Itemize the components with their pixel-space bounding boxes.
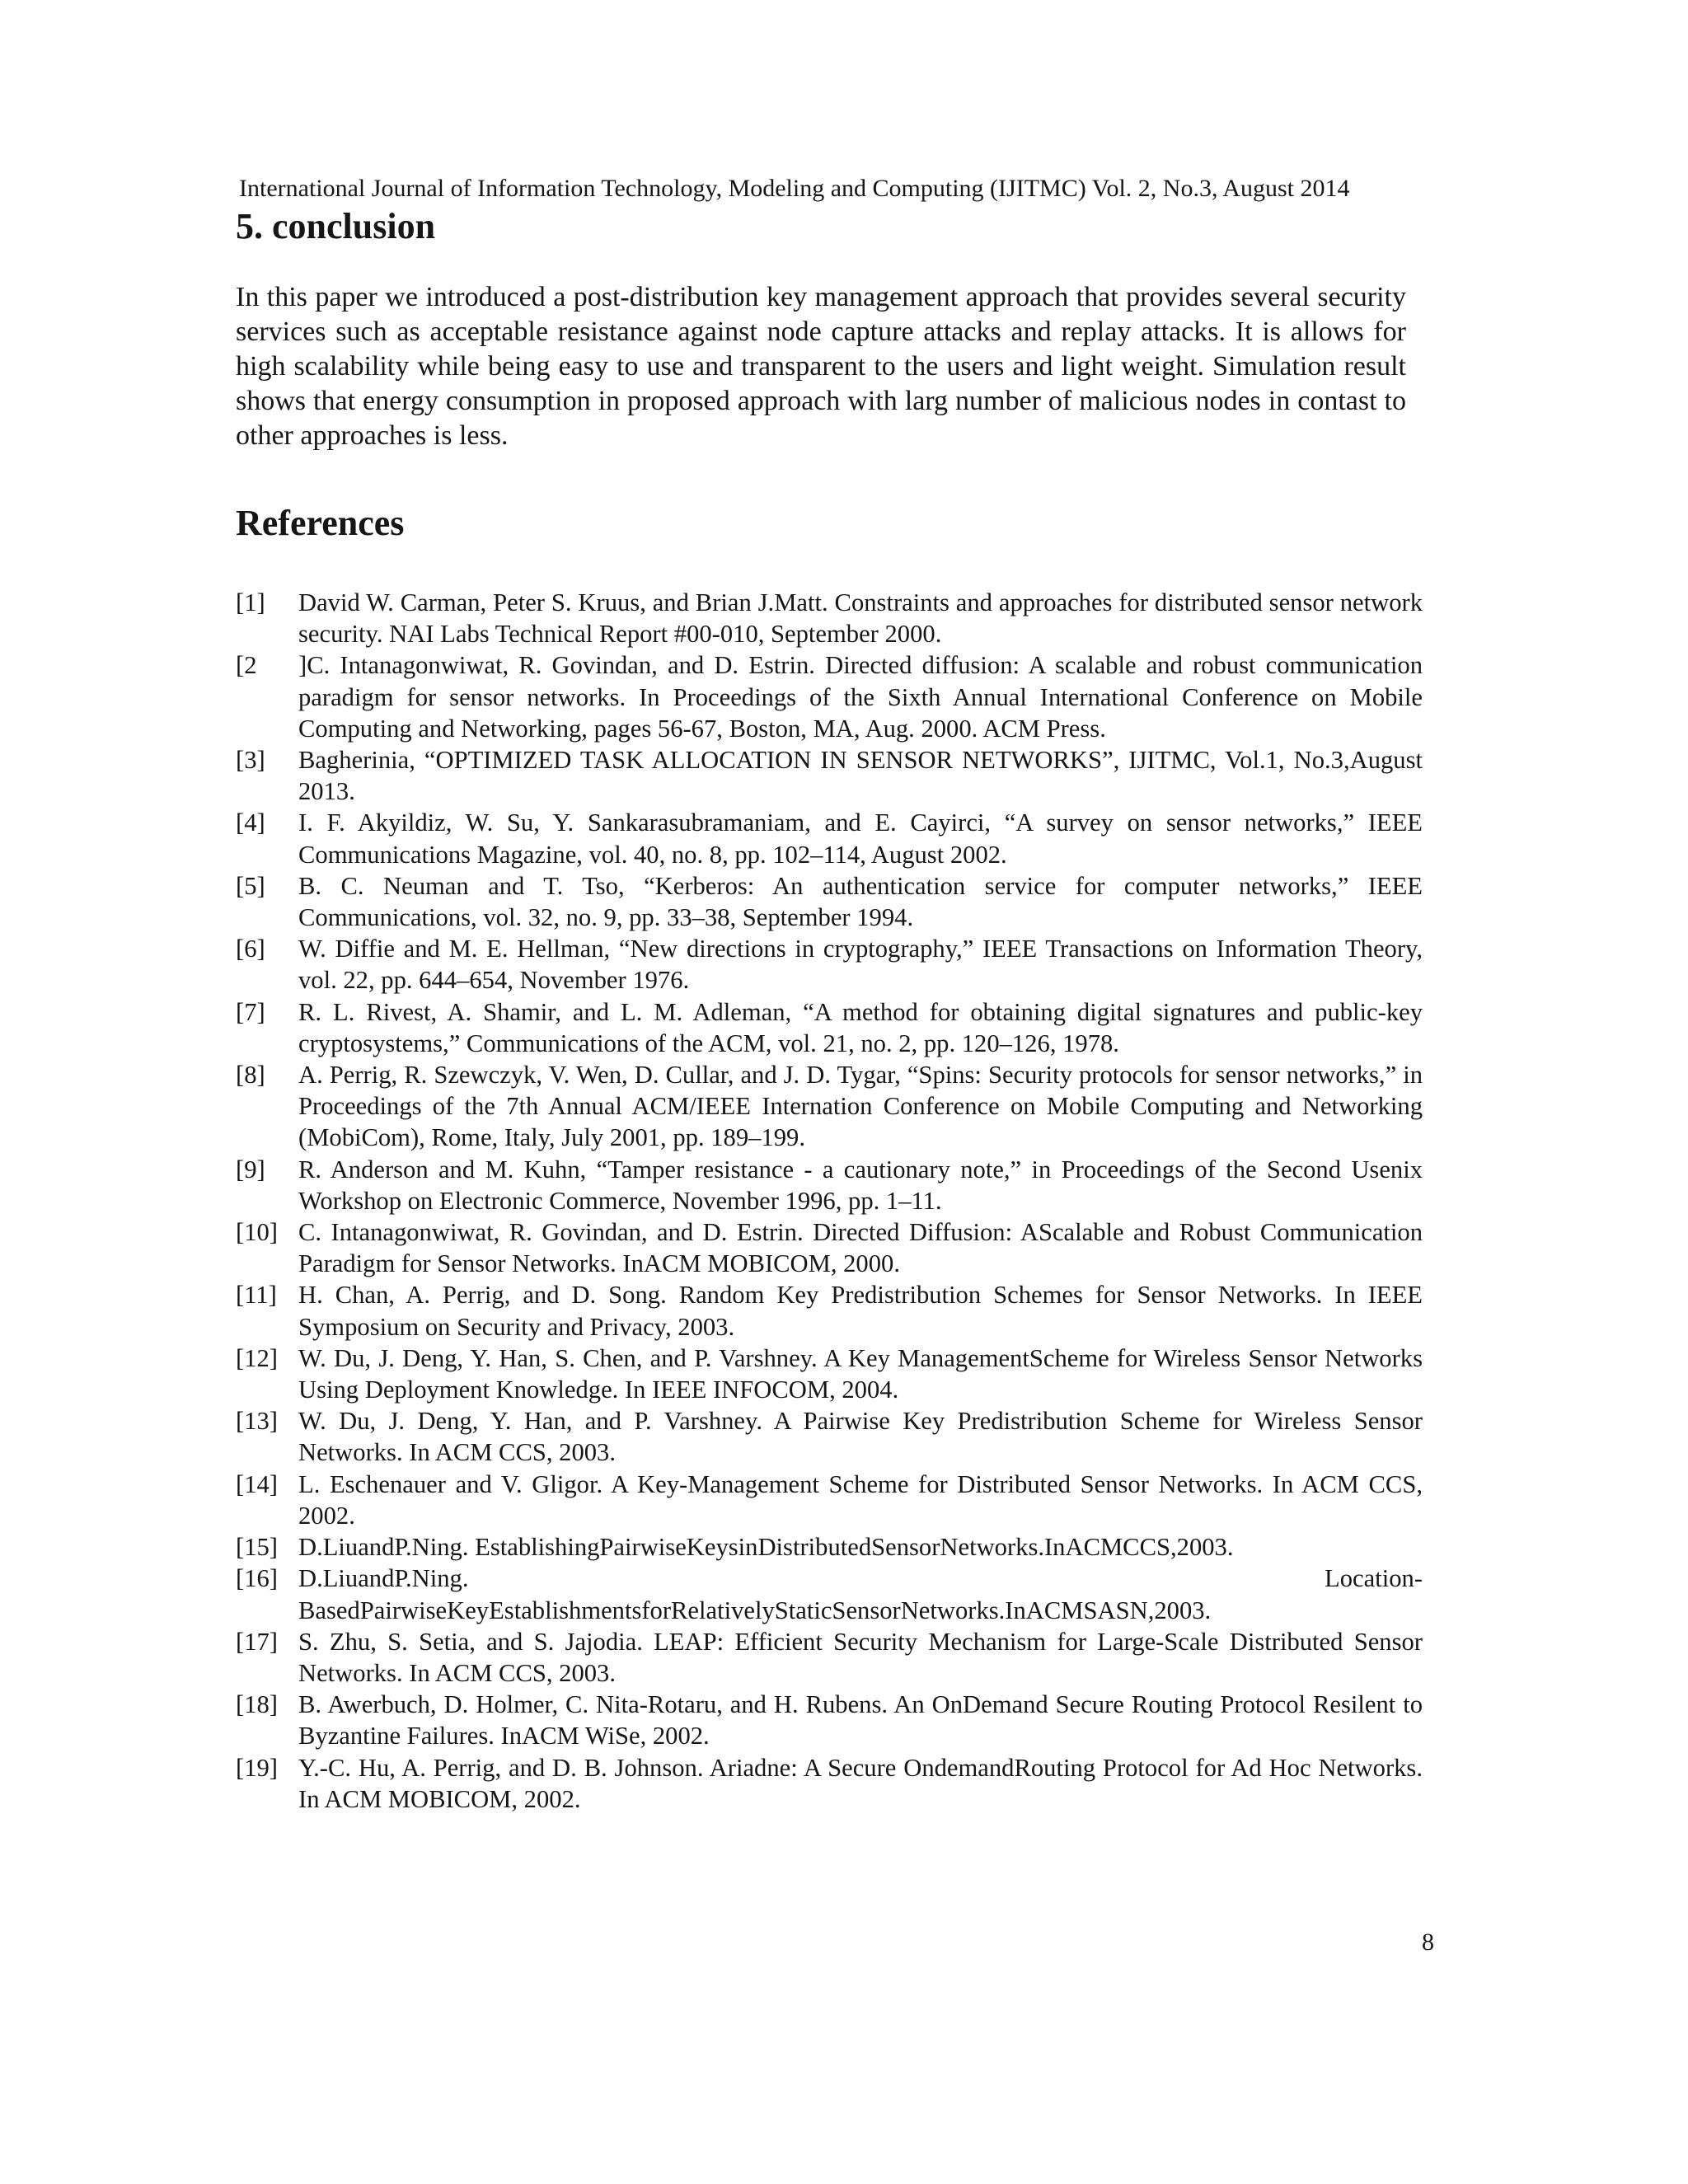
reference-item	[236, 1752, 1423, 1815]
reference-number: [18]	[236, 1690, 278, 1719]
reference-number: [2	[236, 651, 257, 680]
reference-number: [19]	[236, 1753, 278, 1782]
page-number: 8	[1422, 1929, 1434, 1956]
reference-item	[236, 649, 1423, 744]
reference-item	[236, 1689, 1423, 1751]
reference-text: B. Awerbuch, D. Holmer, C. Nita-Rotaru, and H. Rubens. An OnDemand Secure Routing Protocol Resilent to Byzantine Failures. InACM WiSe, 2002.	[298, 1690, 1423, 1750]
reference-item	[236, 1216, 1423, 1279]
reference-item	[236, 1563, 1423, 1625]
reference-item	[236, 1343, 1423, 1405]
reference-number: [12]	[236, 1343, 278, 1372]
reference-text: D.LiuandP.Ning. EstablishingPairwiseKeysinDistributedSensorNetworks.InACMCCS,2003.	[298, 1533, 1234, 1562]
reference-item	[236, 807, 1423, 869]
reference-item	[236, 587, 1423, 649]
reference-text: B. C. Neuman and T. Tso, “Kerberos: An authentication service for computer networks,” IEEE Communications, vol. 32, no. 9, pp. 33–38, September 1994.	[298, 871, 1423, 932]
running-header: International Journal of Information Technology, Modeling and Computing (IJITMC) Vol. 2, No.3, August 2014	[239, 175, 1350, 202]
reference-number: [6]	[236, 935, 265, 963]
reference-number: [10]	[236, 1218, 278, 1247]
references-heading: References	[236, 503, 405, 543]
reference-text: Y.-C. Hu, A. Perrig, and D. B. Johnson. Ariadne: A Secure OndemandRouting Protocol for Ad Hoc Networks. In ACM MOBICOM, 2002.	[298, 1753, 1423, 1813]
reference-list	[236, 587, 1423, 1815]
conclusion-heading: 5. conclusion	[236, 206, 436, 246]
reference-number: [14]	[236, 1469, 278, 1498]
reference-text: W. Du, J. Deng, Y. Han, S. Chen, and P. Varshney. A Key ManagementScheme for Wireless Sensor Networks Using Deployment Knowledge. In IEEE INFOCOM, 2004.	[298, 1343, 1423, 1404]
reference-number: [5]	[236, 871, 265, 900]
reference-text: H. Chan, A. Perrig, and D. Song. Random Key Predistribution Schemes for Sensor Networks. In IEEE Symposium on Security and Privacy, 2003.	[298, 1281, 1423, 1341]
reference-number: [7]	[236, 997, 265, 1026]
reference-text: L. Eschenauer and V. Gligor. A Key-Management Scheme for Distributed Sensor Networks. In ACM CCS, 2002.	[298, 1469, 1423, 1530]
reference-number: [15]	[236, 1533, 278, 1562]
reference-item	[236, 933, 1423, 996]
reference-text: I. F. Akyildiz, W. Su, Y. Sankarasubramaniam, and E. Cayirci, “A survey on sensor networks,” IEEE Communications Magazine, vol. 40, no. 8, pp. 102–114, August 2002.	[298, 808, 1423, 869]
reference-item	[236, 1405, 1423, 1468]
reference-text: R. L. Rivest, A. Shamir, and L. M. Adleman, “A method for obtaining digital signatures and public-key cryptosystems,” Communications of the ACM, vol. 21, no. 2, pp. 120–126, 1978.	[298, 997, 1423, 1057]
reference-number: [13]	[236, 1407, 278, 1436]
reference-item	[236, 1059, 1423, 1154]
reference-text: D.LiuandP.Ning. Location-BasedPairwiseKeyEstablishmentsforRelativelyStaticSensorNetworks.InACMSASN,2003.	[298, 1564, 1423, 1624]
reference-number: [8]	[236, 1061, 265, 1090]
reference-item	[236, 1531, 1423, 1563]
conclusion-paragraph: In this paper we introduced a post-distribution key management approach that provides several security services such as acceptable resistance against node capture attacks and replay attacks. It is allows for high scalability while being easy to use and transparent to the users and light weight. Simulation result shows that energy consumption in proposed approach with larg number of malicious nodes in contast to other approaches is less.	[236, 282, 1406, 451]
reference-item	[236, 870, 1423, 933]
reference-number: [1]	[236, 588, 265, 616]
reference-text: R. Anderson and M. Kuhn, “Tamper resistance - a cautionary note,” in Proceedings of the Second Usenix Workshop on Electronic Commerce, November 1996, pp. 1–11.	[298, 1155, 1423, 1215]
reference-item	[236, 996, 1423, 1059]
reference-number: [16]	[236, 1564, 278, 1593]
reference-item	[236, 1626, 1423, 1689]
reference-text: W. Du, J. Deng, Y. Han, and P. Varshney. A Pairwise Key Predistribution Scheme for Wireless Sensor Networks. In ACM CCS, 2003.	[298, 1407, 1423, 1467]
reference-number: [17]	[236, 1627, 278, 1656]
reference-number: [11]	[236, 1281, 277, 1310]
reference-text: C. Intanagonwiwat, R. Govindan, and D. Estrin. Directed Diffusion: AScalable and Robust Communication Paradigm for Sensor Networks. InACM MOBICOM, 2000.	[298, 1218, 1423, 1278]
reference-item	[236, 1154, 1423, 1216]
reference-number: [4]	[236, 808, 265, 837]
reference-item	[236, 744, 1423, 807]
reference-text: David W. Carman, Peter S. Kruus, and Brian J.Matt. Constraints and approaches for distributed sensor network security. NAI Labs Technical Report #00-010, September 2000.	[298, 588, 1423, 649]
reference-text: A. Perrig, R. Szewczyk, V. Wen, D. Cullar, and J. D. Tygar, “Spins: Security protocols for sensor networks,” in Proceedings of the 7th Annual ACM/IEEE Internation Conference on Mobile Computing and Networking (MobiCom), Rome, Italy, July 2001, pp. 189–199.	[298, 1061, 1423, 1152]
reference-number: [9]	[236, 1155, 265, 1183]
reference-text: Bagherinia, “OPTIMIZED TASK ALLOCATION IN SENSOR NETWORKS”, IJITMC, Vol.1, No.3,August 2013.	[298, 746, 1423, 806]
reference-text: ]C. Intanagonwiwat, R. Govindan, and D. Estrin. Directed diffusion: A scalable and robust communication paradigm for sensor networks. In Proceedings of the Sixth Annual International Conference on Mobile Computing and Networking, pages 56-67, Boston, MA, Aug. 2000. ACM Press.	[298, 651, 1423, 743]
reference-item	[236, 1469, 1423, 1531]
reference-text: W. Diffie and M. E. Hellman, “New directions in cryptography,” IEEE Transactions on Information Theory, vol. 22, pp. 644–654, November 1976.	[298, 935, 1423, 995]
reference-item	[236, 1279, 1423, 1342]
reference-text: S. Zhu, S. Setia, and S. Jajodia. LEAP: Efficient Security Mechanism for Large-Scale Distributed Sensor Networks. In ACM CCS, 2003.	[298, 1627, 1423, 1687]
reference-number: [3]	[236, 746, 265, 775]
